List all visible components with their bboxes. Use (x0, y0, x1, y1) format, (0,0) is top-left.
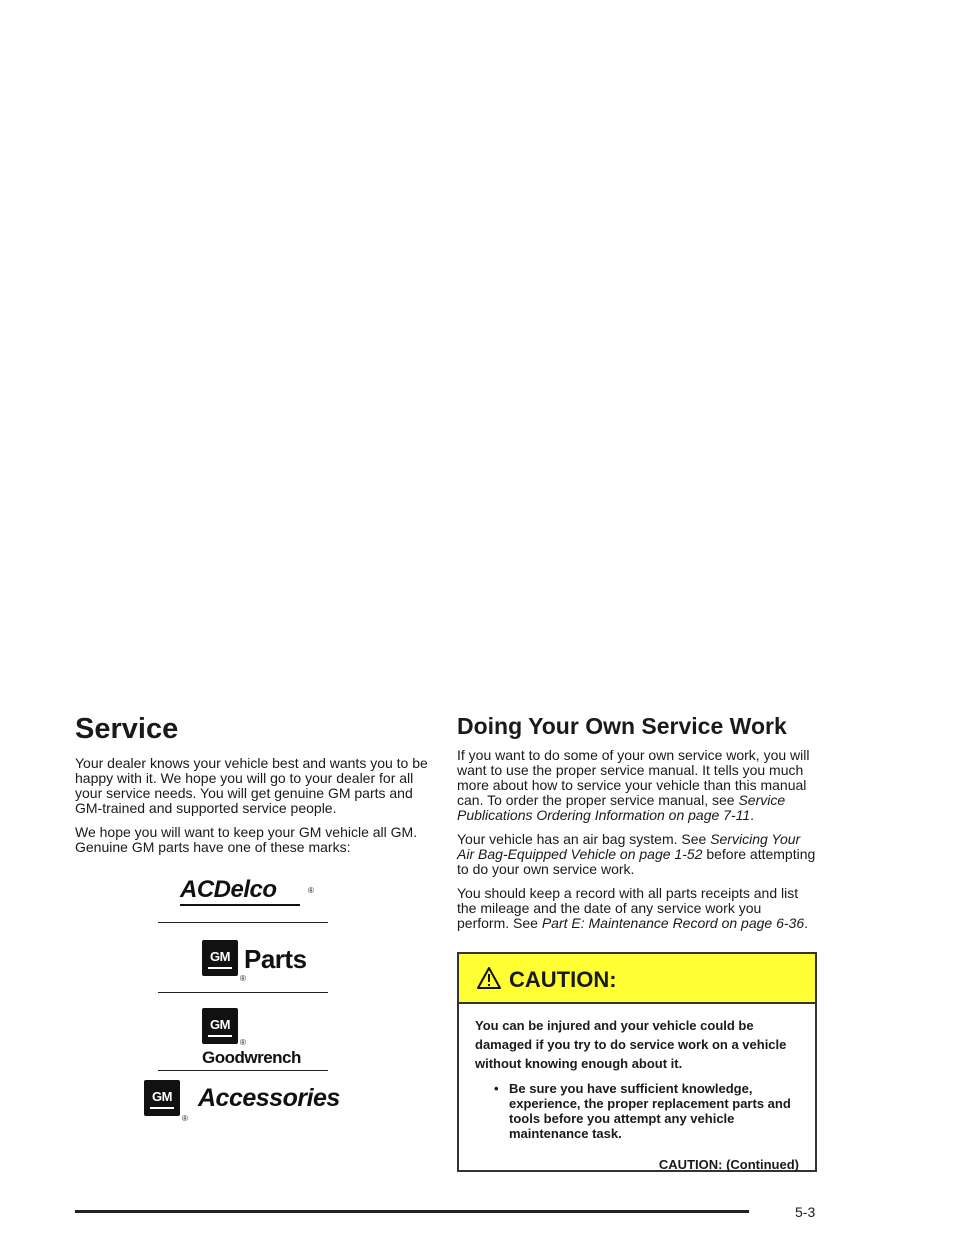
own-service-column (457, 712, 817, 940)
cross-reference-link[interactable]: Servicing Your Air Bag-Equipped Vehicle on page 1-52 (457, 831, 801, 862)
caution-box (457, 952, 817, 1172)
page-number: 5-3 (795, 1204, 816, 1220)
acdelco-wordmark: ACDelco (180, 876, 277, 903)
caution-continued: CAUTION: (Continued) (658, 1157, 799, 1172)
goodwrench-wordmark: Goodwrench (202, 1048, 301, 1067)
caution-label: CAUTION: (509, 967, 617, 992)
divider (158, 922, 328, 923)
gm-marks (148, 862, 358, 1123)
cross-reference-link[interactable]: Service Publications Ordering Information on page 7-11 (457, 792, 786, 823)
service-para-1: Your dealer knows your vehicle best and wants you to be happy with it. We hope you will go to your dealer for all your service needs. You will get genuine GM parts and GM-trained and supported service people. (75, 755, 428, 816)
cross-reference-link[interactable]: Part E: Maintenance Record on page 6-36 (541, 915, 805, 931)
registered-mark: ® (182, 1114, 188, 1123)
caution-body (459, 1004, 815, 1172)
warning-triangle-icon (476, 966, 502, 990)
divider (158, 992, 328, 993)
footer-rule (75, 1210, 749, 1213)
caution-bullet: • Be sure you have sufficient knowledge, experience, the proper replacement parts and tools before you attempt any vehicle maintenance task. (494, 1081, 791, 1141)
caution-header (459, 954, 815, 1004)
own-service-para-3: You should keep a record with all parts receipts and list the mileage and the date of any service work you perform. See Part E: Maintenance Record on page 6-36. (457, 885, 808, 931)
registered-mark: ® (240, 1038, 246, 1047)
gm-parts-logo (148, 940, 358, 990)
own-service-para-2: Your vehicle has an air bag system. See Servicing Your Air Bag-Equipped Vehicle on page 1-52 before attempting to do your own service work. (457, 831, 816, 877)
service-column (75, 712, 435, 864)
gm-accessories-logo (144, 1080, 364, 1130)
parts-wordmark: Parts (244, 944, 307, 974)
service-para-2: We hope you will want to keep your GM vehicle all GM. Genuine GM parts have one of these marks: (75, 824, 418, 855)
divider (158, 1070, 328, 1071)
registered-mark: ® (308, 886, 314, 895)
caution-text: You can be injured and your vehicle could be damaged if you try to do service work on a vehicle without knowing enough about it. (475, 1018, 787, 1071)
own-service-para-1: If you want to do some of your own service work, you will want to use the proper service manual. It tells you much more about how to service your vehicle than this manual can. To order the proper service manual, see Service Publications Ordering Information on page 7-11. (457, 747, 810, 823)
gm-logo-icon: GM (202, 1008, 238, 1044)
bullet-mark: • (494, 1081, 499, 1096)
own-service-heading: Doing Your Own Service Work (457, 713, 787, 739)
gm-goodwrench-logo (148, 1008, 358, 1068)
service-heading: Service (75, 713, 179, 745)
gm-logo-icon: GM (144, 1080, 180, 1116)
gm-logo-icon: GM (202, 940, 238, 976)
acdelco-underline (180, 904, 300, 906)
acdelco-logo (148, 862, 358, 922)
accessories-wordmark: Accessories (198, 1084, 340, 1112)
registered-mark: ® (240, 974, 246, 983)
